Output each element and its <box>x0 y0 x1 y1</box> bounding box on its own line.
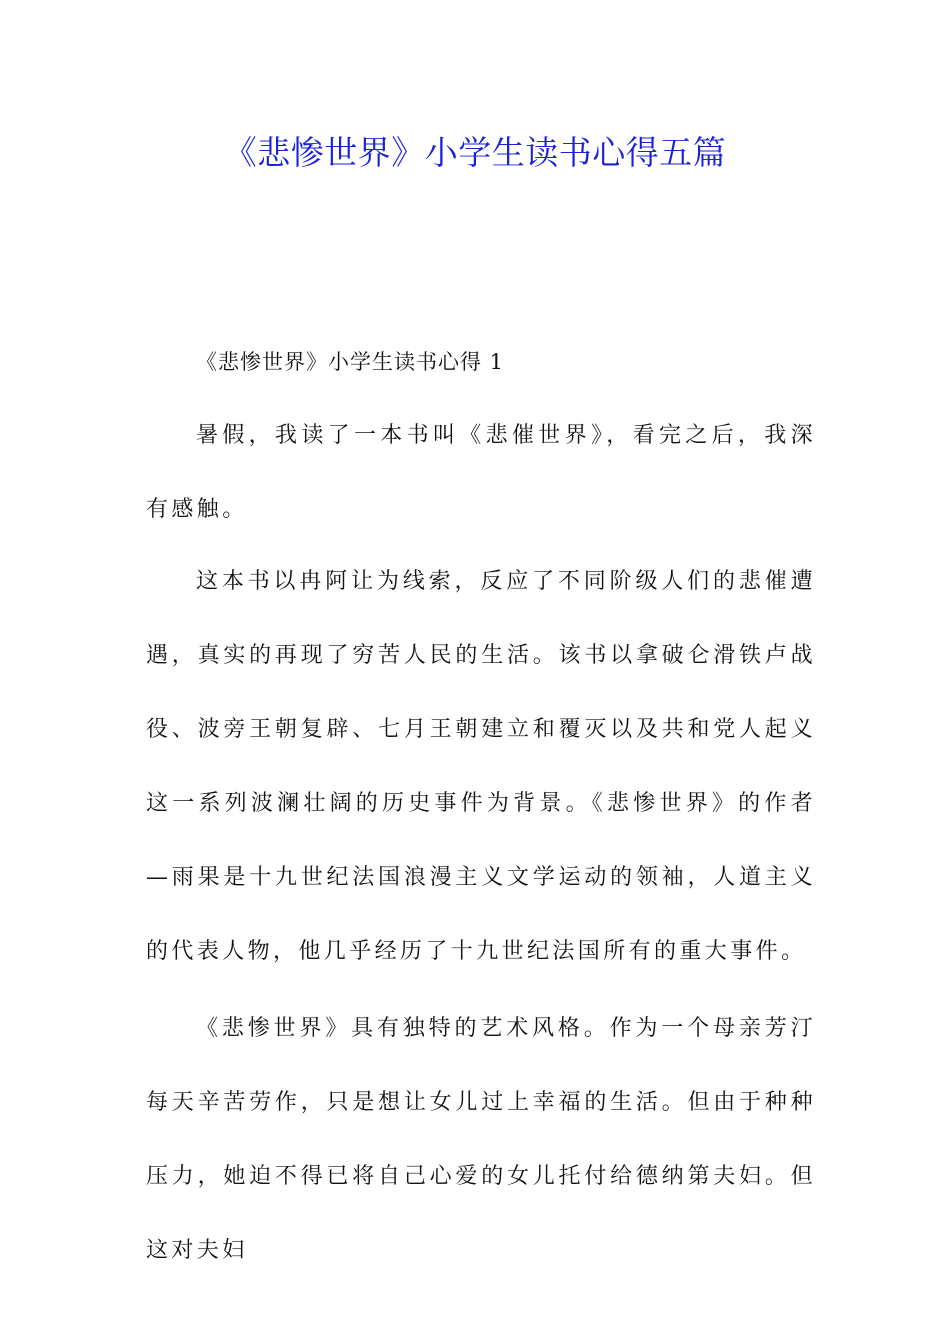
paragraph-3: 《悲惨世界》具有独特的艺术风格。作为一个母亲芳汀每天辛苦劳作，只是想让女儿过上幸福的生活。但由于种种压力，她迫不得已将自己心爱的女儿托付给德纳第夫妇。但这对夫妇 <box>146 1016 816 1263</box>
paragraph-2: 这本书以冉阿让为线索，反应了不同阶级人们的悲催遭遇，真实的再现了穷苦人民的生活。该书以拿破仑滑铁卢战役、波旁王朝复辟、七月王朝建立和覆灭以及共和党人起义这一系列波澜壮阔的历史事件为背景。《悲惨世界》的作者—雨果是十九世纪法国浪漫主义文学运动的领袖，人道主义的代表人物，他几乎经历了十九世纪法国所有的重大事件。 <box>146 569 816 964</box>
section-heading: 《悲惨世界》小学生读书心得 1 <box>196 350 505 374</box>
paragraph-1: 暑假，我读了一本书叫《悲催世界》，看完之后，我深有感触。 <box>146 423 816 522</box>
document-title: 《悲惨世界》小学生读书心得五篇 <box>223 133 727 172</box>
